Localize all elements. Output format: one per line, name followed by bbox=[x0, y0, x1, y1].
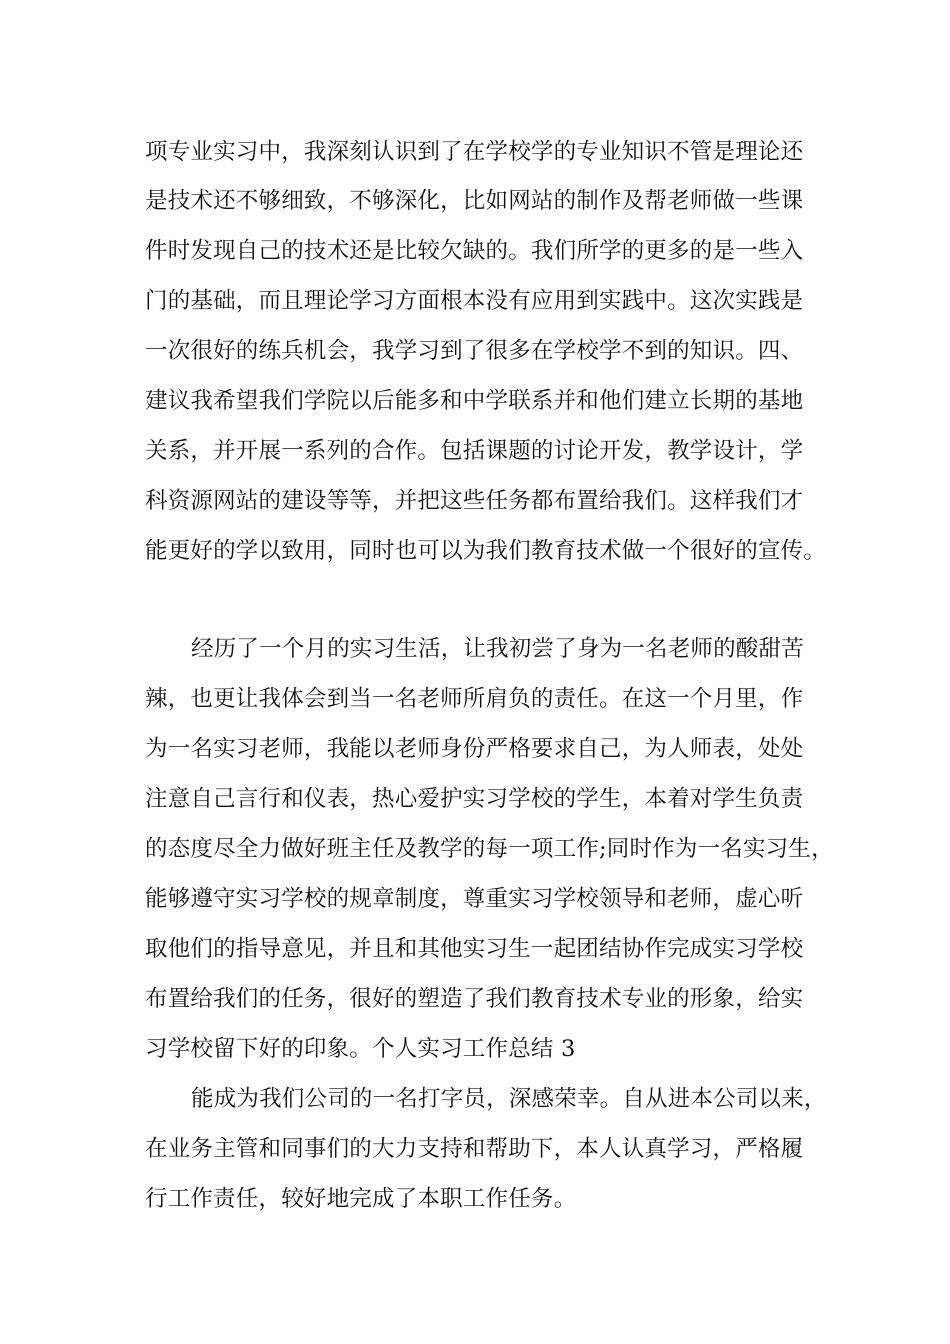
paragraph-1-line-4: 门的基础，而且理论学习方面根本没有应用到实践中。这次实践是 bbox=[145, 288, 804, 314]
paragraph-3-line-1: 能成为我们公司的一名打字员，深感荣幸。自从进本公司以来， bbox=[191, 1086, 827, 1112]
paragraph-2-line-2: 辣，也更让我体会到当一名老师所肩负的责任。在这一个月里，作 bbox=[145, 686, 804, 712]
paragraph-2-line-9: 习学校留下好的印象。个人实习工作总结 3 bbox=[145, 1036, 576, 1062]
paragraph-1-line-7: 关系，并开展一系列的合作。包括课题的讨论开发，教学设计，学 bbox=[145, 438, 804, 464]
paragraph-2-line-5: 的态度尽全力做好班主任及教学的每一项工作;同时作为一名实习生， bbox=[145, 836, 834, 862]
paragraph-1-line-8: 科资源网站的建设等等，并把这些任务都布置给我们。这样我们才 bbox=[145, 488, 804, 514]
paragraph-2-line-3: 为一名实习老师，我能以老师身份严格要求自己，为人师表，处处 bbox=[145, 736, 804, 762]
paragraph-1-line-3: 件时发现自己的技术还是比较欠缺的。我们所学的更多的是一些入 bbox=[145, 238, 804, 264]
paragraph-2-line-7: 取他们的指导意见，并且和其他实习生一起团结协作完成实习学校 bbox=[145, 936, 804, 962]
paragraph-2-line-4: 注意自己言行和仪表，热心爱护实习学校的学生，本着对学生负责 bbox=[145, 786, 804, 812]
paragraph-1-line-9: 能更好的学以致用，同时也可以为我们教育技术做一个很好的宣传。 bbox=[145, 538, 827, 564]
paragraph-1-line-5: 一次很好的练兵机会，我学习到了很多在学校学不到的知识。四、 bbox=[145, 338, 804, 364]
paragraph-3-line-3: 行工作责任，较好地完成了本职工作任务。 bbox=[145, 1186, 577, 1212]
paragraph-1-line-1: 项专业实习中，我深刻认识到了在学校学的专业知识不管是理论还 bbox=[145, 139, 804, 165]
paragraph-1-line-6: 建议我希望我们学院以后能多和中学联系并和他们建立长期的基地 bbox=[145, 388, 804, 414]
paragraph-2-line-1: 经历了一个月的实习生活，让我初尝了身为一名老师的酸甜苦 bbox=[191, 636, 804, 662]
paragraph-3-line-2: 在业务主管和同事们的大力支持和帮助下，本人认真学习，严格履 bbox=[145, 1136, 804, 1162]
paragraph-2-line-6: 能够遵守实习学校的规章制度，尊重实习学校领导和老师，虚心听 bbox=[145, 886, 804, 912]
paragraph-1-line-2: 是技术还不够细致，不够深化，比如网站的制作及帮老师做一些课 bbox=[145, 188, 804, 214]
paragraph-2-line-8: 布置给我们的任务，很好的塑造了我们教育技术专业的形象，给实 bbox=[145, 986, 804, 1012]
